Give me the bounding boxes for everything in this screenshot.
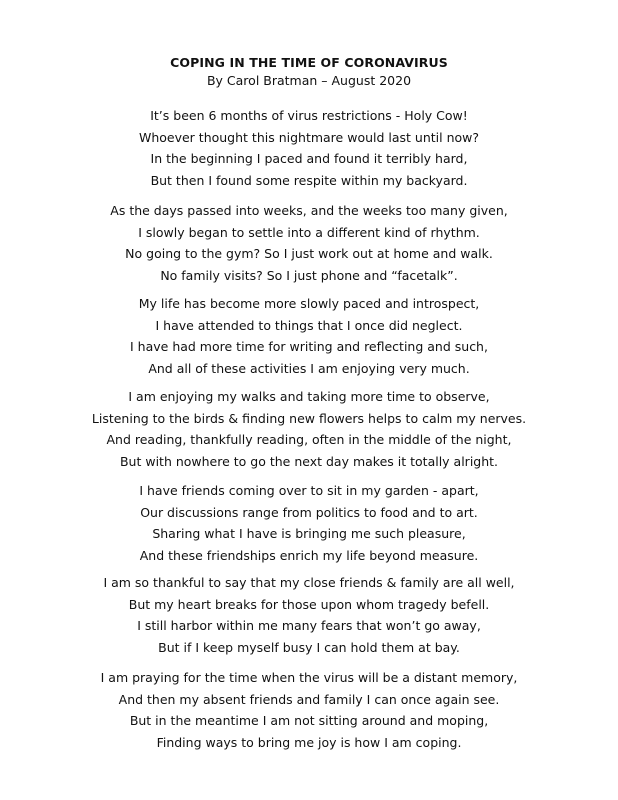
poem-line: I am praying for the time when the virus will be a distant memory, xyxy=(100,670,518,685)
stanza-1 xyxy=(0,105,618,192)
stanza-7 xyxy=(0,667,618,754)
poem-line: It’s been 6 months of virus restrictions - Holy Cow! xyxy=(150,108,468,123)
poem-line: I have attended to things that I once did neglect. xyxy=(155,317,463,333)
stanza-6 xyxy=(0,572,618,659)
poem-line: I have friends coming over to sit in my garden - apart, xyxy=(139,483,479,498)
poem-line: I am enjoying my walks and taking more time to observe, xyxy=(128,389,490,404)
poem-line: Sharing what I have is bringing me such pleasure, xyxy=(152,526,466,542)
stanza-5 xyxy=(0,480,618,567)
poem-line: My life has become more slowly paced and introspect, xyxy=(138,296,480,311)
poem-line: I still harbor within me many fears that won’t go away, xyxy=(137,618,481,634)
poem-line: As the days passed into weeks, and the weeks too many given, xyxy=(110,203,508,218)
poem-title: COPING IN THE TIME OF CORONAVIRUS xyxy=(170,55,448,70)
poem-line: Listening to the birds & finding new flowers helps to calm my nerves. xyxy=(91,410,527,426)
stanza-2 xyxy=(0,200,618,287)
poem-line: Whoever thought this nightmare would last until now? xyxy=(138,129,480,145)
poem-line: And these friendships enrich my life beyond measure. xyxy=(139,548,479,564)
poem-byline: By Carol Bratman – August 2020 xyxy=(206,73,412,88)
stanza-4 xyxy=(0,386,618,473)
poem-line: And reading, thankfully reading, often in the middle of the night, xyxy=(106,432,512,448)
poem-line: And then my absent friends and family I can once again see. xyxy=(118,691,500,707)
stanza-3 xyxy=(0,293,618,380)
poem-line: But if I keep myself busy I can hold them at bay. xyxy=(158,640,460,656)
poem-line: I am so thankful to say that my close friends & family are all well, xyxy=(103,575,515,590)
poem-line: But in the meantime I am not sitting around and moping, xyxy=(129,713,489,729)
poem-line: I slowly began to settle into a different kind of rhythm. xyxy=(138,224,480,240)
poem-line: But with nowhere to go the next day makes it totally alright. xyxy=(119,454,499,470)
poem-line: And all of these activities I am enjoying very much. xyxy=(148,361,470,377)
poem-line: Finding ways to bring me joy is how I am coping. xyxy=(156,735,462,751)
poem-line: But my heart breaks for those upon whom tragedy befell. xyxy=(128,596,490,612)
poem-line: I have had more time for writing and reflecting and such, xyxy=(130,339,488,355)
poem-line: No family visits? So I just phone and “facetalk”. xyxy=(160,268,458,284)
poem-line: But then I found some respite within my backyard. xyxy=(150,173,468,189)
poem-line: No going to the gym? So I just work out at home and walk. xyxy=(125,246,493,262)
poem-line: In the beginning I paced and found it terribly hard, xyxy=(150,151,468,167)
poem-line: Our discussions range from politics to food and to art. xyxy=(140,504,478,520)
